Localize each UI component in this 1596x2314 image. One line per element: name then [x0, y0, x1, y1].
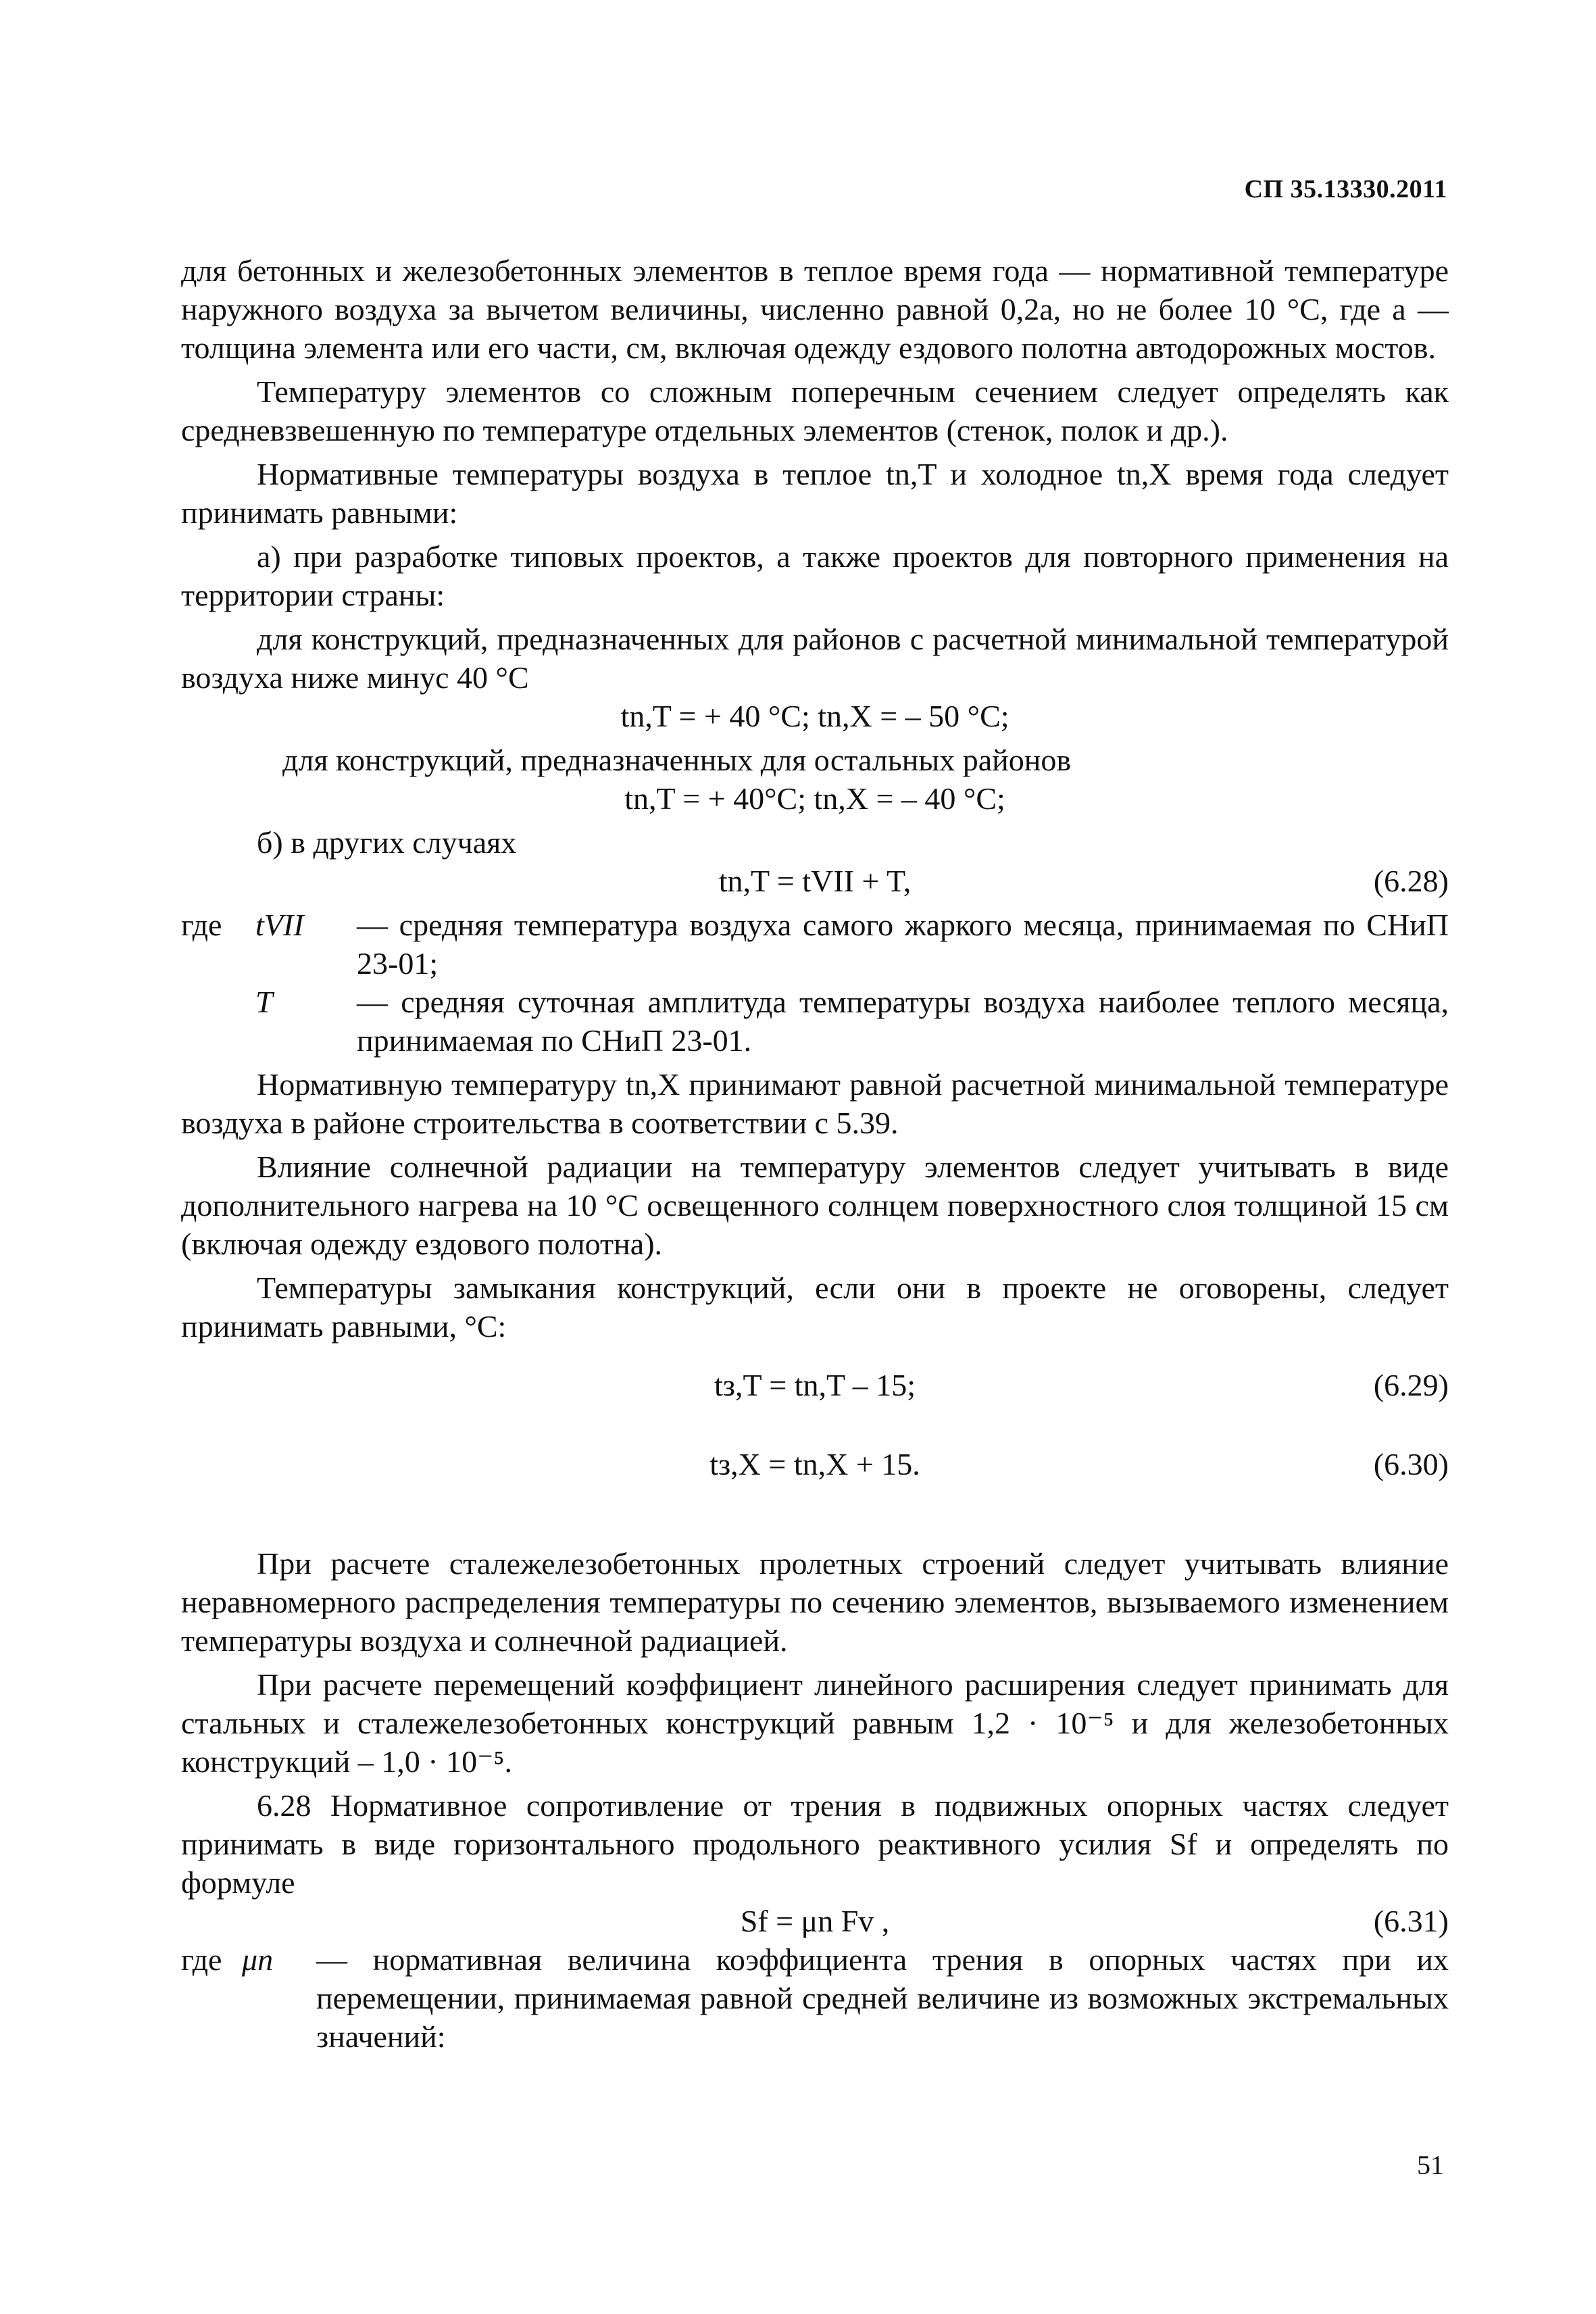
formula-4-number: (6.29) [1373, 1368, 1449, 1402]
formula-2-text: tn,T = + 40°C; tn,X = – 40 °C; [624, 781, 1005, 816]
paragraph-4: а) при разработке типовых проектов, а также проектов для повторного применения на территории страны: [181, 539, 1449, 612]
formula-5-number: (6.30) [1373, 1447, 1449, 1481]
where-symbol: μn [242, 1942, 274, 1977]
formula-2 [181, 779, 1449, 818]
formula-3-text: tn,T = tVII + T, [718, 864, 912, 898]
paragraph-12: При расчете перемещений коэффициент линейного расширения следует принимать для стальных и сталежелезобетонных конструкций равным 1,2 · 10⁻⁵ и для железобетонных конструкций – 1,0 · 10⁻⁵. [181, 1667, 1449, 1779]
where-item-3 [181, 1940, 1449, 2056]
document-header: СП 35.13330.2011 [1244, 175, 1447, 203]
formula-5 [181, 1445, 1449, 1483]
page-number: 51 [1417, 2150, 1444, 2180]
formula-3-number: (6.28) [1373, 864, 1449, 898]
where-definition: — нормативная величина коэффициента трения в опорных частях при их перемещении, принимаемая равной средней величине из возможных экстремальных значений: [316, 1942, 1449, 2054]
paragraph-9: Влияние солнечной радиации на температуру элементов следует учитывать в виде дополнительного нагрева на 10 °С освещенного солнцем поверхностного слоя толщиной 15 см (включая одежду ездового полотна). [181, 1150, 1449, 1261]
where-item-1 [181, 906, 1449, 983]
paragraph-13: 6.28 Нормативное сопротивление от трения в подвижных опорных частях следует принимать в виде горизонтального продольного реактивного усилия Sf и определять по формуле [181, 1788, 1449, 1900]
formula-3 [181, 862, 1449, 900]
formula-5-text: tз,X = tn,X + 15. [709, 1447, 920, 1481]
formula-6-text: Sf = μn Fv , [740, 1904, 890, 1938]
where-label: где [181, 908, 222, 942]
where-symbol: T [255, 985, 273, 1019]
formula-1 [181, 697, 1449, 735]
where-symbol: tVII [255, 908, 304, 942]
paragraph-8: Нормативную температуру tn,X принимают равной расчетной минимальной температуре воздуха в районе строительства в соответствии с 5.39. [181, 1067, 1449, 1140]
formula-4 [181, 1366, 1449, 1404]
paragraph-6: для конструкций, предназначенных для остальных районов [282, 743, 1072, 777]
where-item-2 [181, 983, 1449, 1060]
paragraph-5: для конструкций, предназначенных для районов с расчетной минимальной температурой воздуха ниже минус 40 °С [181, 622, 1449, 695]
paragraph-10: Температуры замыкания конструкций, если они в проекте не оговорены, следует принимать равными, °С: [181, 1271, 1449, 1344]
paragraph-1: для бетонных и железобетонных элементов в теплое время года — нормативной температуре наружного воздуха за вычетом величины, численно равной 0,2a, но не более 10 °С, где a — толщина элемента или его части, см, включая одежду ездового полотна автодорожных мостов. [181, 253, 1449, 365]
paragraph-2: Температуру элементов со сложным поперечным сечением следует определять как средневзвешенную по температуре отдельных элементов (стенок, полок и др.). [181, 374, 1449, 447]
where-label: где [181, 1942, 222, 1977]
formula-6 [181, 1902, 1449, 1940]
formula-1-text: tn,T = + 40 °C; tn,X = – 50 °C; [620, 699, 1009, 733]
paragraph-11: При расчете сталежелезобетонных пролетных строений следует учитывать влияние неравномерного распределения температуры по сечению элементов, вызываемого изменением температуры воздуха и солнечной радиацией. [181, 1546, 1449, 1658]
formula-4-text: tз,T = tn,T – 15; [714, 1368, 916, 1402]
where-definition: — средняя суточная амплитуда температуры воздуха наиболее теплого месяца, принимаемая по СНиП 23-01. [357, 985, 1449, 1058]
document-body [181, 251, 1449, 2056]
paragraph-3: Нормативные температуры воздуха в теплое tn,T и холодное tn,X время года следует принимать равными: [181, 457, 1449, 530]
formula-6-number: (6.31) [1373, 1904, 1449, 1938]
where-definition: — средняя температура воздуха самого жаркого месяца, принимаемая по СНиП 23-01; [357, 908, 1449, 981]
paragraph-7: б) в других случаях [257, 825, 517, 860]
